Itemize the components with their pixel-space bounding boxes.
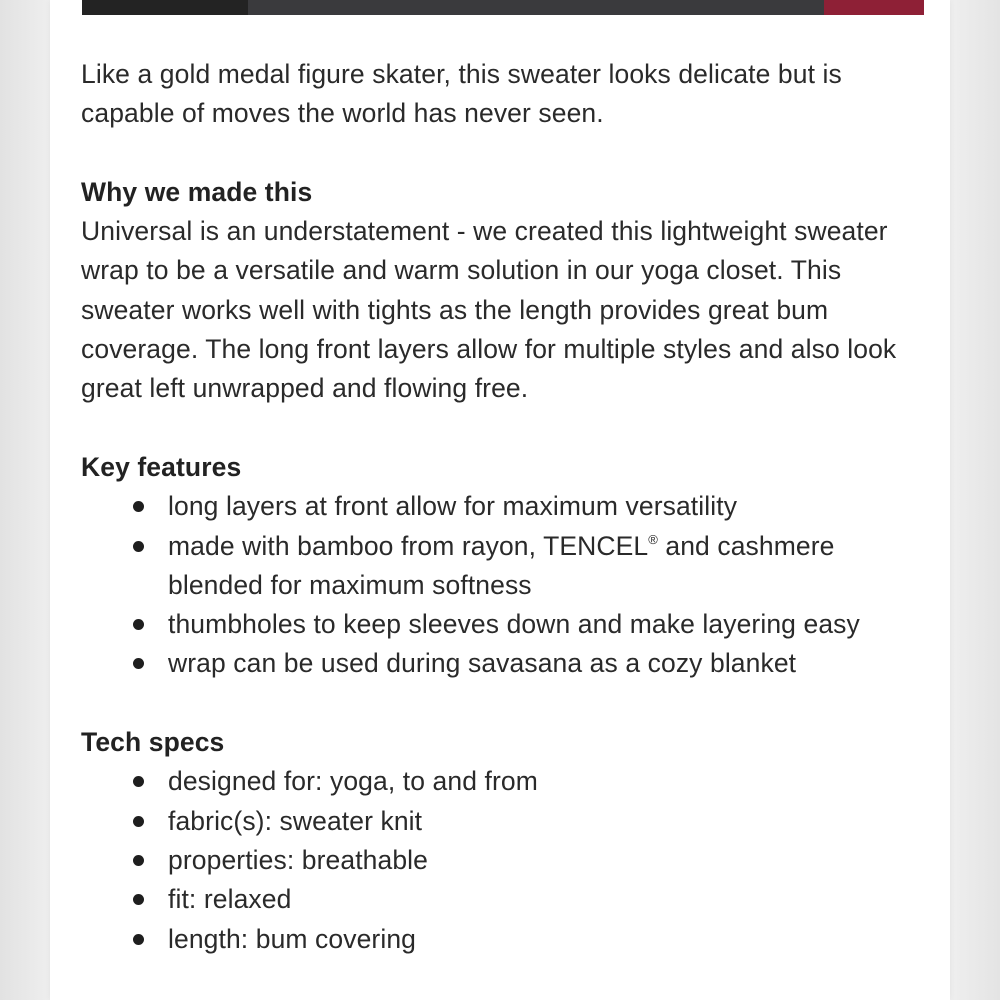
list-item — [81, 880, 931, 919]
list-item-text: wrap can be used during savasana as a cozy blanket — [168, 648, 797, 679]
list-item-text: thumbholes to keep sleeves down and make layering easy — [168, 609, 860, 640]
list-item-text: long layers at front allow for maximum versatility — [168, 491, 738, 522]
bullet-icon — [133, 855, 144, 866]
bullet-icon — [133, 658, 144, 669]
list-item — [81, 841, 931, 880]
list-item — [81, 762, 931, 801]
spacer — [81, 684, 931, 723]
key-features-list — [81, 487, 931, 683]
tab-bar-segment-dark[interactable] — [82, 0, 248, 15]
list-item-text: fabric(s): sweater knit — [168, 805, 423, 836]
tab-bar-segment-mid[interactable] — [248, 0, 824, 15]
list-item-text: designed for: yoga, to and from — [168, 766, 538, 797]
bullet-icon — [133, 619, 144, 630]
bullet-icon — [133, 501, 144, 512]
spacer — [81, 409, 931, 448]
bullet-icon — [133, 776, 144, 787]
bullet-icon — [133, 816, 144, 827]
bullet-icon — [133, 894, 144, 905]
list-item — [81, 487, 931, 526]
tab-bar-segment-accent[interactable] — [824, 0, 924, 15]
list-item — [81, 802, 931, 841]
list-item-text: fit: relaxed — [168, 884, 292, 915]
product-description-card — [50, 0, 950, 1000]
list-item-text-end: and cashmere blended for maximum softness — [168, 530, 835, 600]
registered-mark: ® — [648, 531, 658, 547]
bullet-icon — [133, 541, 144, 552]
spacer — [81, 134, 931, 173]
description-content — [81, 55, 931, 959]
list-item — [81, 527, 931, 606]
list-item — [81, 644, 931, 683]
bullet-icon — [133, 934, 144, 945]
top-tab-bar[interactable] — [82, 0, 924, 15]
why-heading: Why we made this — [81, 176, 313, 207]
list-item-text-start: made with bamboo from rayon, TENCEL — [168, 530, 649, 561]
list-item — [81, 605, 931, 644]
list-item-text: length: bum covering — [168, 923, 417, 954]
list-item — [81, 920, 931, 959]
key-features-heading: Key features — [81, 451, 242, 482]
why-paragraph: Universal is an understatement - we created this lightweight sweater wrap to be a versatile and warm solution in our yoga closet. This sweater works well with tights as the length provides great bum coverage. The long front layers allow for multiple styles and also look great left unwrapped and flowing free. — [81, 216, 897, 404]
tech-specs-heading: Tech specs — [81, 727, 225, 758]
intro-paragraph: Like a gold medal figure skater, this sweater looks delicate but is capable of moves the world has never seen. — [81, 59, 842, 129]
tech-specs-list — [81, 762, 931, 958]
list-item-text: properties: breathable — [168, 844, 429, 875]
